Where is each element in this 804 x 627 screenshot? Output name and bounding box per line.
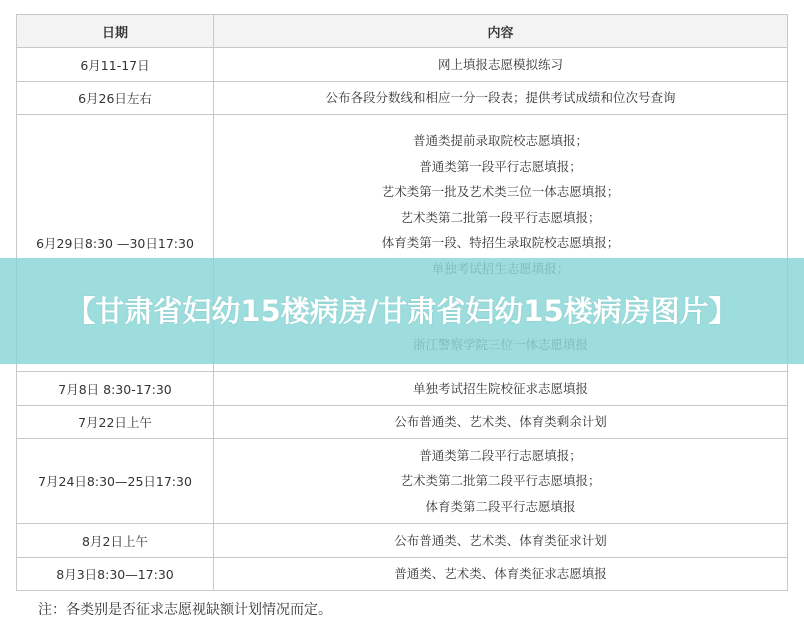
header-date: 日期 [17,15,214,48]
row-content [214,524,788,558]
row-date: 8月3日8:30—17:30 [17,558,214,591]
row-date: 7月24日8:30—25日17:30 [17,439,214,524]
row-date: 8月2日上午 [17,524,214,558]
table-row [17,406,788,439]
footnote: 注：各类别是否征求志愿视缺额计划情况而定。 [38,602,332,618]
content-line: 体育类第二段平行志愿填报 [425,498,576,514]
row-date: 6月26日左右 [17,82,214,115]
table-row [17,558,788,591]
row-content [214,372,788,406]
content-line: 艺术类第二批第二段平行志愿填报； [400,473,601,489]
title-banner [0,258,804,364]
content-line: 体育类第一段、特招生录取院校志愿填报； [381,235,620,251]
row-content [214,406,788,439]
content-line: 公布普通类、艺术类、体育类征求计划 [394,532,607,548]
content-line: 公布各段分数线和相应一分一段表；提供考试成绩和位次号查询 [325,90,676,106]
row-date: 6月29日8:30 —30日17:30 [17,115,214,372]
content-line: 普通类提前录取院校志愿填报； [412,133,588,149]
content-line: 单独考试招生院校征求志愿填报 [412,380,588,396]
content-line: 普通类第二段平行志愿填报； [419,447,582,463]
banner-title: 【甘肃省妇幼15楼病房/甘肃省妇幼15楼病房图片】 [66,294,738,328]
row-content [214,82,788,115]
table-row [17,524,788,558]
content-line: 普通类、艺术类、体育类征求志愿填报 [394,566,607,582]
table-row [17,48,788,82]
header-content: 内容 [214,15,788,48]
content-line: 艺术类第二批第一段平行志愿填报； [400,209,601,225]
table-row [17,439,788,524]
content-line: 公布普通类、艺术类、体育类剩余计划 [394,414,607,430]
row-content [214,48,788,82]
table-row [17,372,788,406]
table-row [17,82,788,115]
table-header-row [17,15,788,48]
content-line: 艺术类第一批及艺术类三位一体志愿填报； [381,184,620,200]
row-content [214,558,788,591]
row-content [214,439,788,524]
row-date: 7月22日上午 [17,406,214,439]
content-line: 普通类第一段平行志愿填报； [419,158,582,174]
row-date: 6月11-17日 [17,48,214,82]
content-line: 网上填报志愿模拟练习 [437,56,563,72]
row-date: 7月8日 8:30-17:30 [17,372,214,406]
